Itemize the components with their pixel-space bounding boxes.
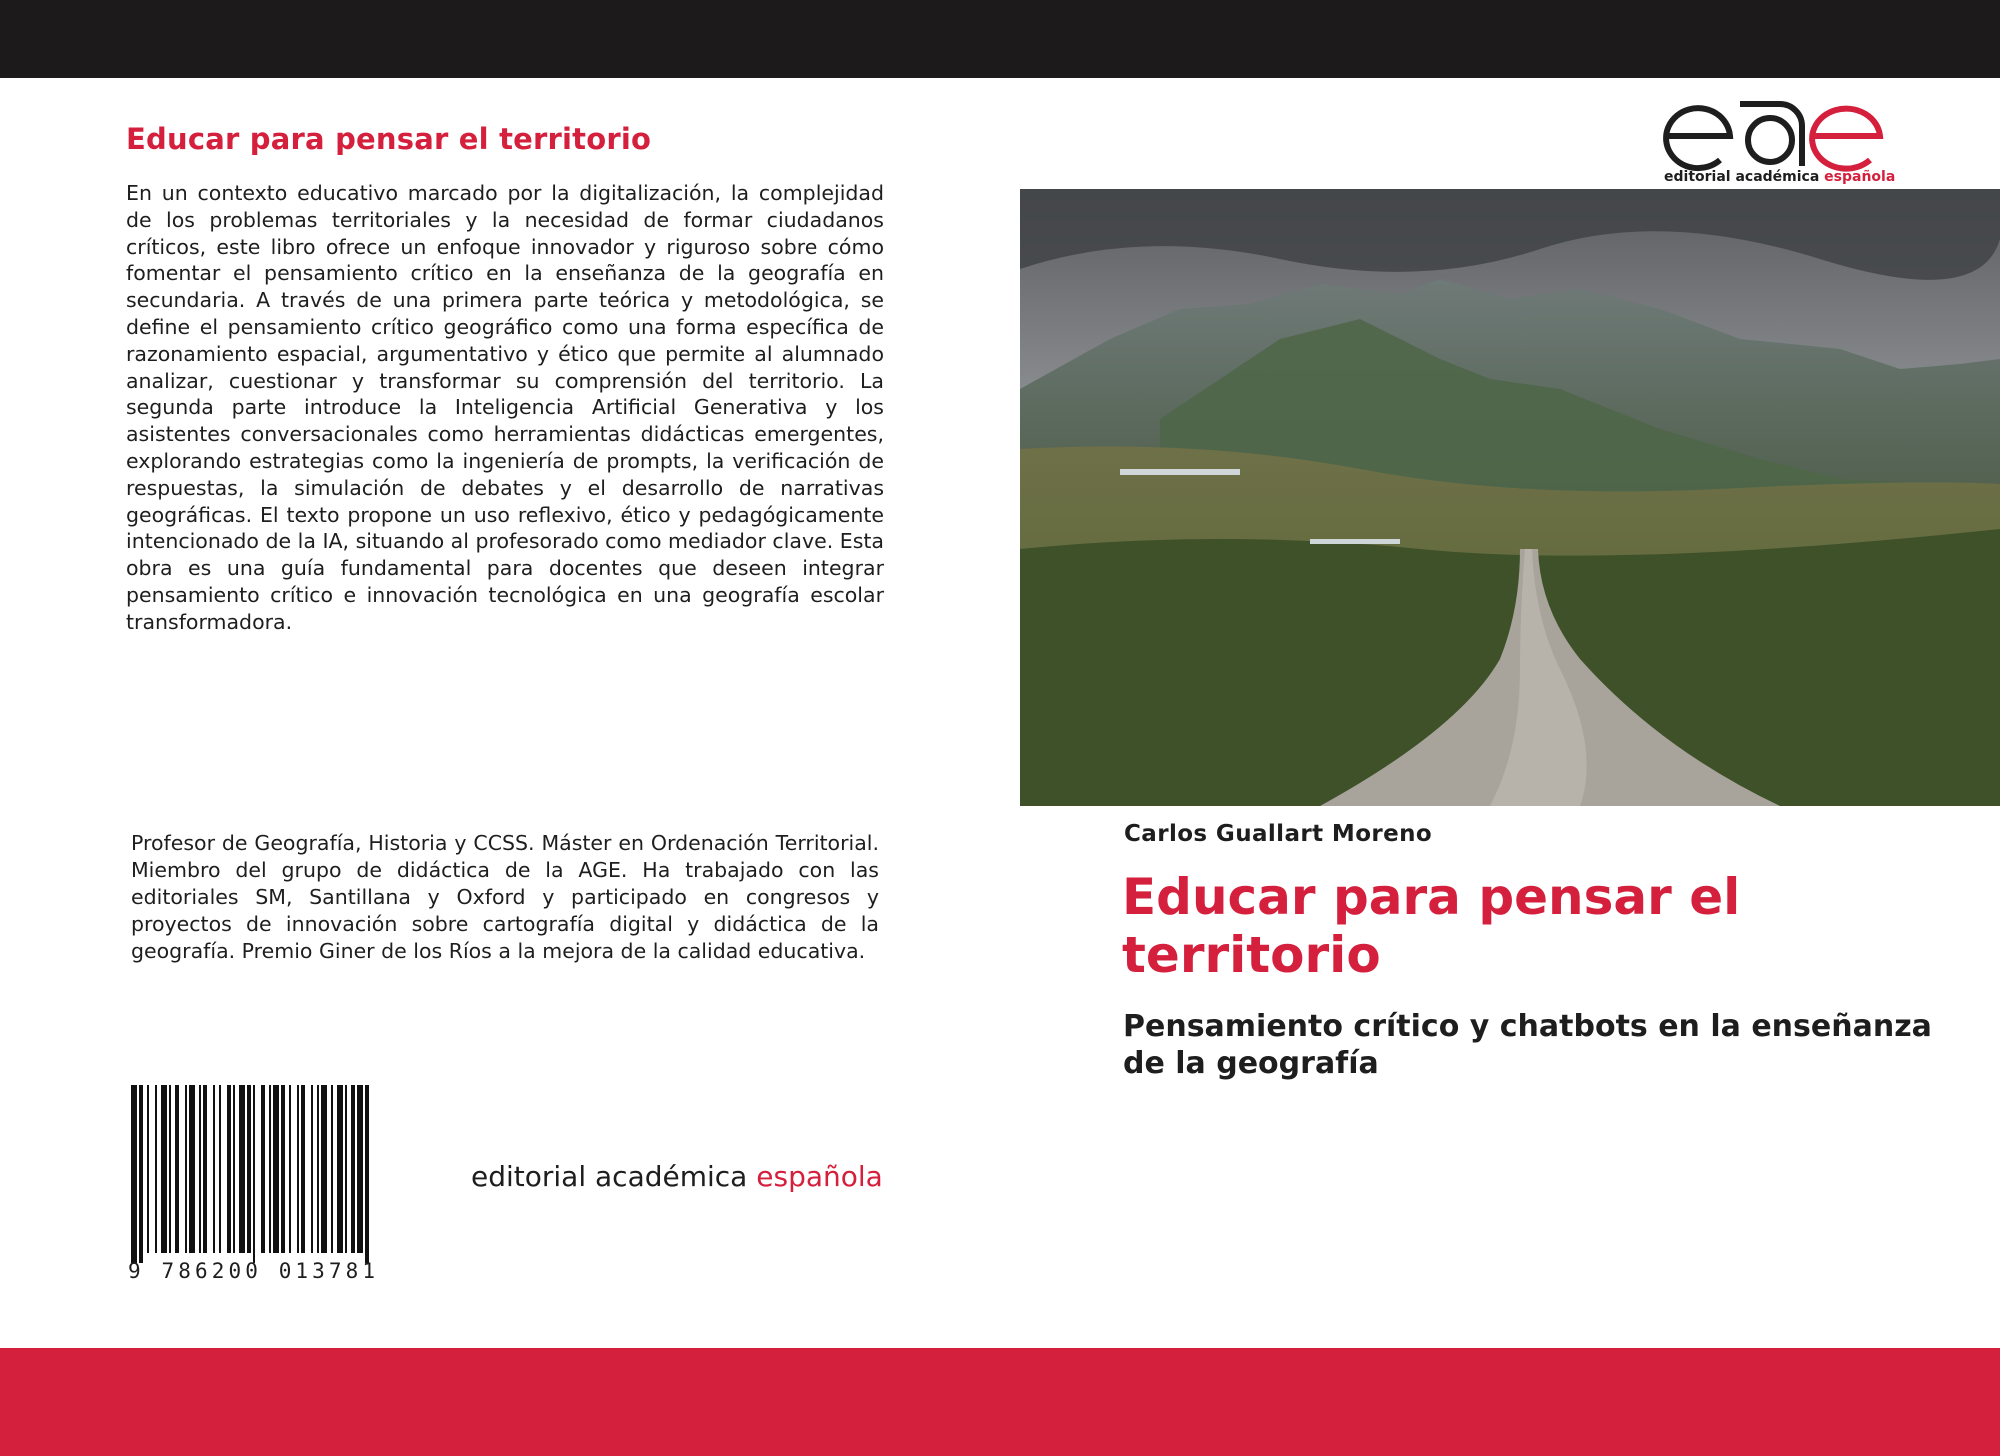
barcode-bar [311,1085,313,1253]
logo-caption [1664,169,1895,185]
back-cover-blurb: En un contexto educativo marcado por la digitalización, la complejidad de los problemas territoriales y la necesidad de formar ciudadanos críticos, este libro ofrece un enfoque innovador y riguroso sobre cómo fomentar el pensamiento crítico en la enseñanza de la geografía en secundaria. A través de una primera parte teórica y metodológica, se define el pensamiento crítico geográfico como una forma específica de razonamiento espacial, argumentativo y ético que permite al alumnado analizar, cuestionar y transformar su comprensión del territorio. La segunda parte introduce la Inteligencia Artificial Generativa y los asistentes conversacionales como herramientas didácticas emergentes, explorando estrategias como la ingeniería de prompts, la verificación de respuestas, la simulación de debates y el desarrollo de narrativas geográficas. El texto propone un uso reflexivo, ético y pedagógicamente intencionado de la IA, situando al profesorado como mediador clave. Esta obra es una guía fundamental para docentes que deseen integrar pensamiento crítico e innovación tecnológica en una geografía escolar transformadora. [126,181,884,634]
logo-caption-accent: española [1824,169,1896,185]
barcode-bar [147,1085,149,1253]
barcode-bar [253,1085,255,1263]
imprint-accent: española [756,1160,883,1193]
barcode-bar [175,1085,179,1253]
publisher-imprint [471,1160,883,1193]
cover-author: Carlos Guallart Moreno [1124,821,1433,847]
top-band [0,0,2000,78]
author-bio: Profesor de Geografía, Historia y CCSS. Máster en Ordenación Territorial. Miembro del grupo de didáctica de la AGE. Ha trabajado con las editoriales SM, Santillana y Oxford y participado en congresos y proyectos de innovación sobre cartografía digital y didáctica de la geografía. Premio Giner de los Ríos a la mejora de la calidad educativa. [131,831,879,963]
barcode-bar [365,1085,369,1263]
barcode-bar [345,1085,347,1253]
barcode-bar [261,1085,265,1253]
barcode-bar [331,1085,333,1253]
barcode-bar [139,1085,143,1263]
isbn-barcode [126,1085,456,1280]
barcode-bar [357,1085,363,1253]
logo-caption-main: editorial académica [1664,169,1825,185]
barcode-bar [301,1085,305,1253]
cover-photo-road-mountains [1020,189,2000,806]
barcode-bar [233,1085,235,1253]
barcode-bar [337,1085,343,1253]
barcode-bar [219,1085,221,1253]
barcode-bar [281,1085,285,1253]
cover-title: Educar para pensar el territorio [1122,868,1741,984]
barcode-bar [213,1085,215,1253]
barcode-bar [351,1085,355,1253]
barcode-bar [155,1085,157,1253]
barcode-bar [239,1085,245,1253]
barcode-bar [247,1085,251,1253]
barcode-bar [289,1085,291,1253]
isbn-digits: 9 786200 013781 [128,1259,380,1280]
barcode-bar [169,1085,171,1253]
cover-subtitle: Pensamiento crítico y chatbots en la enseñanza de la geografía [1123,1009,1932,1081]
barcode-bar [131,1085,137,1263]
bottom-band [0,1348,2000,1456]
barcode-bar [317,1085,319,1253]
barcode-bar [273,1085,279,1253]
barcode-bar [189,1085,195,1253]
barcode-bar [269,1085,271,1253]
barcode-bar [199,1085,201,1253]
barcode-bar [297,1085,299,1253]
barcode-bar [185,1085,187,1253]
barcode-bar [227,1085,231,1253]
barcode-bar [161,1085,167,1253]
barcode-bar [203,1085,207,1253]
back-cover-title: Educar para pensar el territorio [126,122,652,156]
barcode-bar [321,1085,327,1253]
imprint-main: editorial académica [471,1160,757,1193]
